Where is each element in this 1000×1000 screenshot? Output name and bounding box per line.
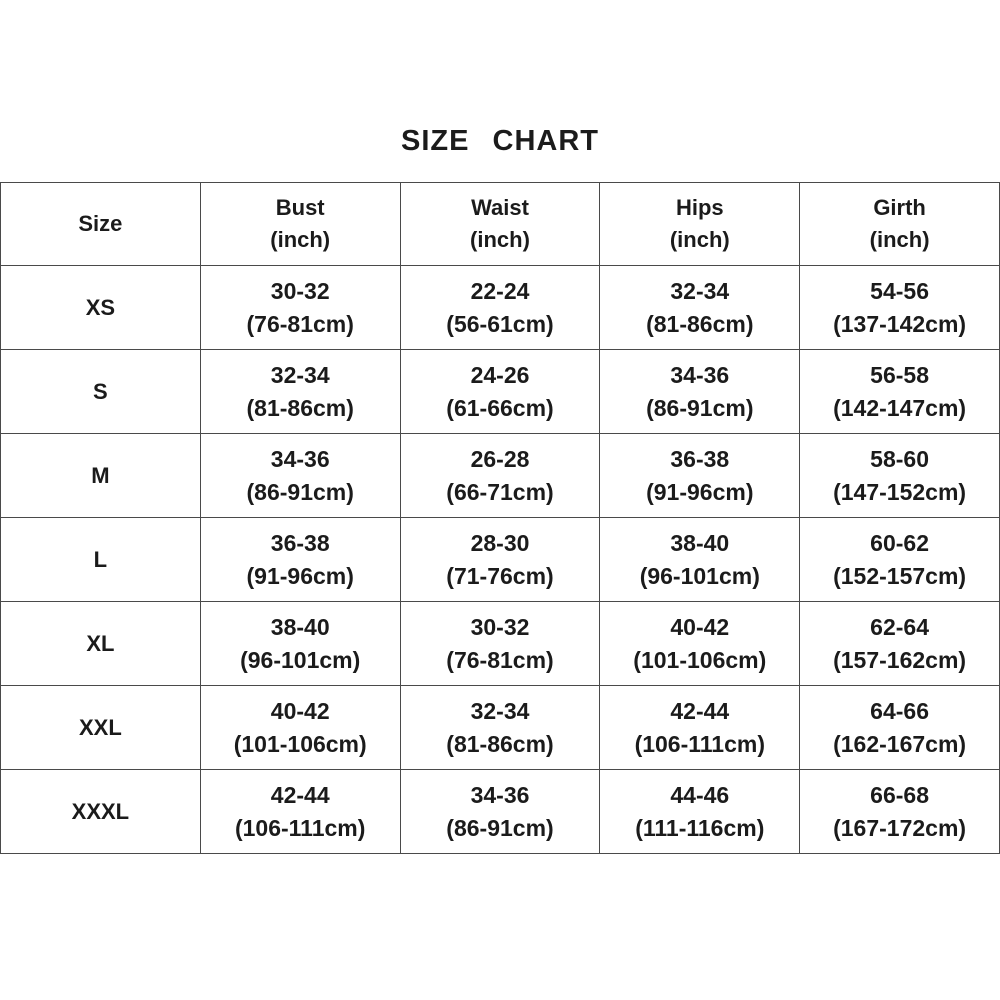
size-cell (1, 686, 201, 770)
waist-inch-value: 28-30 (470, 529, 530, 556)
table-row (1, 266, 1000, 350)
table-row (1, 602, 1000, 686)
size-cell (1, 518, 201, 602)
hips-cell (600, 518, 800, 602)
waist-cell (400, 350, 600, 434)
size-value: XXL (79, 714, 122, 740)
waist-cm-value: (71-76cm) (446, 562, 554, 589)
girth-cell (800, 518, 1000, 602)
hips-cm-value: (86-91cm) (646, 394, 754, 421)
girth-inch-value: 60-62 (870, 529, 929, 556)
hips-cm-value: (111-116cm) (635, 814, 765, 841)
waist-cell (400, 770, 600, 854)
bust-cm-value: (76-81cm) (246, 310, 354, 337)
column-header-waist (400, 183, 600, 266)
hips-cell (600, 350, 800, 434)
girth-cell (800, 350, 1000, 434)
hips-cell (600, 266, 800, 350)
bust-cm-value: (81-86cm) (246, 394, 354, 421)
bust-cell (200, 602, 400, 686)
hips-cm-value: (106-111cm) (634, 730, 765, 757)
bust-inch-value: 36-38 (270, 529, 330, 556)
waist-cm-value: (76-81cm) (446, 646, 554, 673)
size-cell (1, 350, 201, 434)
girth-cm-value: (142-147cm) (833, 394, 967, 421)
table-row (1, 770, 1000, 854)
column-header-girth (800, 183, 1000, 266)
size-value: L (93, 546, 108, 572)
hips-cell (600, 686, 800, 770)
girth-cell (800, 434, 1000, 518)
hips-inch-value: 34-36 (670, 361, 730, 388)
hips-inch-value: 44-46 (670, 781, 730, 808)
size-cell (1, 266, 201, 350)
header-label: Girth (873, 195, 926, 220)
bust-cell (200, 266, 400, 350)
hips-cm-value: (101-106cm) (633, 646, 767, 673)
hips-cell (600, 434, 800, 518)
girth-cell (800, 602, 1000, 686)
waist-cell (400, 602, 600, 686)
waist-inch-value: 22-24 (470, 277, 530, 304)
bust-inch-value: 32-34 (270, 361, 330, 388)
header-label: Waist (471, 195, 529, 220)
hips-cm-value: (81-86cm) (646, 310, 754, 337)
waist-inch-value: 30-32 (470, 613, 530, 640)
hips-cell (600, 770, 800, 854)
column-header-bust (200, 183, 400, 266)
waist-cell (400, 434, 600, 518)
girth-cm-value: (157-162cm) (833, 646, 967, 673)
bust-cm-value: (106-111cm) (234, 814, 366, 841)
size-value: XXXL (71, 798, 130, 824)
hips-inch-value: 36-38 (670, 445, 730, 472)
bust-cell (200, 518, 400, 602)
hips-inch-value: 40-42 (670, 613, 730, 640)
size-value: XS (85, 294, 116, 320)
hips-cm-value: (91-96cm) (646, 478, 754, 505)
table-body (1, 266, 1000, 854)
table-header (1, 183, 1000, 266)
bust-inch-value: 42-44 (270, 781, 330, 808)
waist-cm-value: (66-71cm) (446, 478, 554, 505)
hips-cm-value: (96-101cm) (639, 562, 760, 589)
bust-inch-value: 40-42 (270, 697, 330, 724)
girth-cell (800, 770, 1000, 854)
header-unit: (inch) (669, 227, 730, 252)
bust-inch-value: 30-32 (270, 277, 330, 304)
table-row (1, 518, 1000, 602)
bust-cm-value: (91-96cm) (246, 562, 354, 589)
bust-cell (200, 686, 400, 770)
girth-cm-value: (167-172cm) (833, 814, 967, 841)
hips-cell (600, 602, 800, 686)
waist-inch-value: 32-34 (470, 697, 530, 724)
bust-cm-value: (96-101cm) (240, 646, 361, 673)
girth-inch-value: 54-56 (870, 277, 929, 304)
bust-inch-value: 38-40 (270, 613, 330, 640)
girth-cm-value: (152-157cm) (833, 562, 967, 589)
girth-inch-value: 64-66 (870, 697, 929, 724)
table-row (1, 686, 1000, 770)
bust-cell (200, 434, 400, 518)
size-cell (1, 770, 201, 854)
header-unit: (inch) (470, 227, 530, 252)
waist-inch-value: 24-26 (470, 361, 530, 388)
column-header-size (1, 183, 201, 266)
waist-cm-value: (86-91cm) (446, 814, 554, 841)
girth-inch-value: 66-68 (870, 781, 929, 808)
waist-cm-value: (56-61cm) (446, 310, 554, 337)
waist-cell (400, 266, 600, 350)
girth-cell (800, 686, 1000, 770)
table-row (1, 434, 1000, 518)
table-row (1, 350, 1000, 434)
waist-inch-value: 26-28 (470, 445, 530, 472)
size-value: XL (86, 630, 115, 656)
girth-cm-value: (162-167cm) (833, 730, 967, 757)
header-label: Bust (275, 195, 325, 220)
column-header-hips (600, 183, 800, 266)
header-unit: (inch) (869, 227, 930, 252)
bust-cm-value: (101-106cm) (233, 730, 367, 757)
size-value: S (93, 378, 108, 404)
bust-cm-value: (86-91cm) (246, 478, 354, 505)
bust-inch-value: 34-36 (270, 445, 330, 472)
girth-cm-value: (137-142cm) (833, 310, 967, 337)
girth-inch-value: 58-60 (870, 445, 929, 472)
bust-cell (200, 350, 400, 434)
header-unit: (inch) (270, 227, 331, 252)
waist-cm-value: (81-86cm) (446, 730, 554, 757)
waist-cell (400, 686, 600, 770)
header-label: Hips (675, 195, 724, 220)
girth-inch-value: 62-64 (870, 613, 929, 640)
hips-inch-value: 42-44 (670, 697, 730, 724)
girth-cm-value: (147-152cm) (833, 478, 967, 505)
page-title: SIZE CHART (401, 125, 599, 157)
hips-inch-value: 32-34 (670, 277, 730, 304)
size-cell (1, 434, 201, 518)
girth-inch-value: 56-58 (870, 361, 929, 388)
size-value: M (91, 462, 110, 488)
size-cell (1, 602, 201, 686)
waist-inch-value: 34-36 (470, 781, 530, 808)
header-label: Size (78, 211, 123, 236)
size-chart-table (0, 182, 1000, 854)
waist-cm-value: (61-66cm) (446, 394, 554, 421)
bust-cell (200, 770, 400, 854)
hips-inch-value: 38-40 (670, 529, 730, 556)
waist-cell (400, 518, 600, 602)
header-row (1, 183, 1000, 266)
girth-cell (800, 266, 1000, 350)
